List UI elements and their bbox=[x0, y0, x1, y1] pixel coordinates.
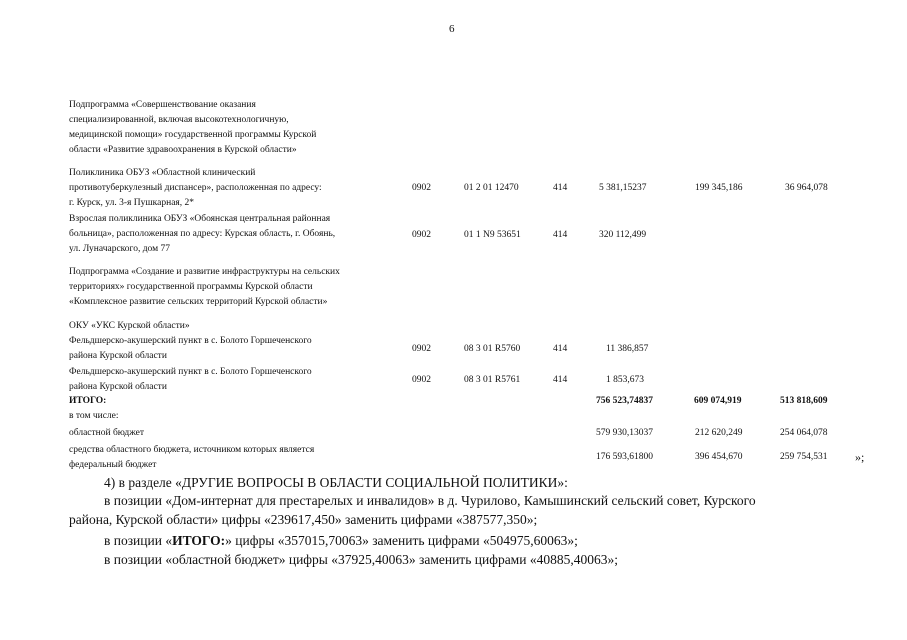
paragraph-regional: в позиции «областной бюджет» цифры «37925,40063» заменить цифрами «40885,40063»; bbox=[104, 552, 618, 567]
paragraph-itogo bbox=[104, 532, 578, 549]
target-article: 08 3 01 R5761 bbox=[464, 375, 521, 385]
closing-quote: »; bbox=[855, 450, 865, 464]
expense-type: 414 bbox=[553, 344, 568, 354]
row-name-line: района Курской области bbox=[69, 351, 167, 361]
expense-type: 414 bbox=[553, 230, 568, 240]
row-name-line: Фельдшерско-акушерский пункт в с. Болото Горшеченского bbox=[69, 336, 312, 346]
value-col-1: 176 593,61800 bbox=[596, 452, 653, 462]
target-article: 01 2 01 12470 bbox=[464, 183, 519, 193]
row-name-line: ул. Луначарского, дом 77 bbox=[69, 244, 170, 254]
value-col-3: 36 964,078 bbox=[785, 183, 828, 193]
text-line: медицинской помощи» государственной программы Курской bbox=[69, 130, 317, 140]
section-code: 0902 bbox=[412, 183, 431, 193]
row-name-line: противотуберкулезный диспансер», расположенная по адресу: bbox=[69, 183, 322, 193]
regional-budget-label: областной бюджет bbox=[69, 428, 145, 438]
expense-type: 414 bbox=[553, 375, 568, 385]
value-col-2: 396 454,670 bbox=[695, 452, 743, 462]
value-col-1: 1 853,673 bbox=[606, 375, 644, 385]
section-code: 0902 bbox=[412, 230, 431, 240]
value-col-2: 199 345,186 bbox=[695, 183, 743, 193]
paragraph-section-4: 4) в разделе «ДРУГИЕ ВОПРОСЫ В ОБЛАСТИ СОЦИАЛЬНОЙ ПОЛИТИКИ»: bbox=[104, 475, 568, 490]
row-name-line: больница», расположенная по адресу: Курская область, г. Обоянь, bbox=[69, 229, 336, 239]
text-line: Подпрограмма «Создание и развитие инфраструктуры на сельских bbox=[69, 267, 340, 277]
paragraph-position: в позиции «Дом-интернат для престарелых и инвалидов» в д. Чурилово, Камышинский сельский совет, Курского bbox=[104, 493, 756, 508]
text-line: территориях» государственной программы Курской области bbox=[69, 282, 313, 292]
total-label: ИТОГО: bbox=[69, 396, 107, 406]
value-col-3: 259 754,531 bbox=[780, 452, 828, 462]
text-part-bold: ИТОГО: bbox=[172, 533, 226, 548]
federal-label-line: средства областного бюджета, источником которых является bbox=[69, 445, 315, 455]
value-col-2: 609 074,919 bbox=[694, 396, 742, 406]
text-line: области «Развитие здравоохранения в Курской области» bbox=[69, 145, 297, 155]
row-name-line: Поликлиника ОБУЗ «Областной клинический bbox=[69, 168, 256, 178]
value-col-3: 254 064,078 bbox=[780, 428, 828, 438]
text-line: «Комплексное развитие сельских территорий Курской области» bbox=[69, 297, 328, 307]
text-part: в позиции « bbox=[104, 533, 173, 548]
organization-label: ОКУ «УКС Курской области» bbox=[69, 321, 190, 331]
value-col-1: 5 381,15237 bbox=[599, 183, 647, 193]
row-name-line: Взрослая поликлиника ОБУЗ «Обоянская центральная районная bbox=[69, 214, 331, 224]
text-part: » цифры «357015,70063» заменить цифрами «504975,60063»; bbox=[225, 533, 578, 548]
value-col-1: 579 930,13037 bbox=[596, 428, 653, 438]
section-code: 0902 bbox=[412, 344, 431, 354]
target-article: 01 1 N9 53651 bbox=[464, 230, 521, 240]
row-name-line: г. Курск, ул. 3-я Пушкарная, 2* bbox=[69, 198, 195, 208]
paragraph-position-cont: района, Курской области» цифры «239617,450» заменить цифрами «387577,350»; bbox=[69, 512, 538, 527]
section-code: 0902 bbox=[412, 375, 431, 385]
value-col-1: 756 523,74837 bbox=[596, 396, 653, 406]
value-col-1: 320 112,499 bbox=[599, 230, 647, 240]
value-col-3: 513 818,609 bbox=[780, 396, 828, 406]
target-article: 08 3 01 R5760 bbox=[464, 344, 521, 354]
including-label: в том числе: bbox=[69, 411, 119, 421]
text-line: специализированной, включая высокотехнологичную, bbox=[69, 115, 289, 125]
row-name-line: района Курской области bbox=[69, 382, 167, 392]
page-number: 6 bbox=[449, 23, 455, 35]
federal-label-line: федеральный бюджет bbox=[69, 460, 157, 470]
value-col-1: 11 386,857 bbox=[606, 344, 649, 354]
expense-type: 414 bbox=[553, 183, 568, 193]
value-col-2: 212 620,249 bbox=[695, 428, 743, 438]
text-line: Подпрограмма «Совершенствование оказания bbox=[69, 100, 256, 110]
row-name-line: Фельдшерско-акушерский пункт в с. Болото Горшеченского bbox=[69, 367, 312, 377]
